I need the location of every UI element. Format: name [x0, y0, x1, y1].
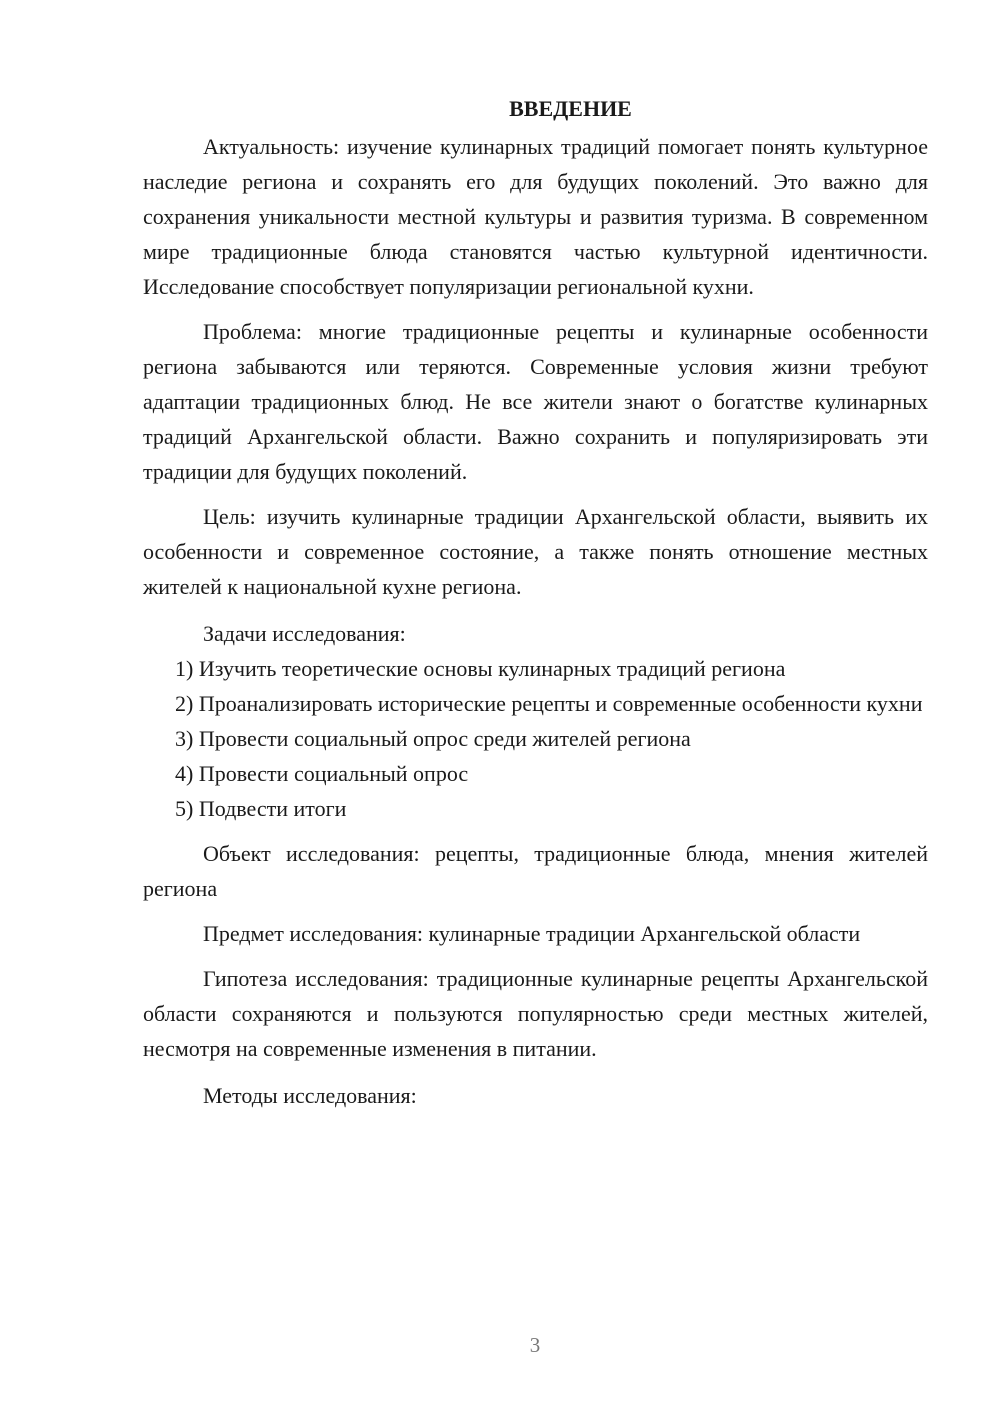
goal-paragraph: Цель: изучить кулинарные традиции Архангельской области, выявить их особенности и современное состояние, а также понять отношение местных жителей к национальной кухне региона. [143, 504, 928, 599]
task-item-3: 3) Провести социальный опрос среди жителей региона [175, 726, 691, 751]
hypothesis-paragraph: Гипотеза исследования: традиционные кулинарные рецепты Архангельской области сохраняются и пользуются популярностью среди местных жителей, несмотря на современные изменения в питании. [143, 966, 928, 1061]
task-item-4: 4) Провести социальный опрос [175, 761, 469, 786]
methods-heading: Методы исследования: [203, 1083, 417, 1108]
subject-paragraph: Предмет исследования: кулинарные традиции Архангельской области [203, 921, 861, 946]
page-title: ВВЕДЕНИЕ [509, 96, 632, 121]
page-content [143, 91, 928, 1113]
tasks-heading: Задачи исследования: [203, 621, 406, 646]
page-number: 3 [529, 1333, 541, 1357]
task-item-2: 2) Проанализировать исторические рецепты и современные особенности кухни [175, 691, 923, 716]
object-paragraph: Объект исследования: рецепты, традиционные блюда, мнения жителей региона [143, 841, 928, 901]
task-item-1: 1) Изучить теоретические основы кулинарных традиций региона [175, 656, 786, 681]
relevance-paragraph: Актуальность: изучение кулинарных традиций помогает понять культурное наследие региона и сохранять его для будущих поколений. Это важно для сохранения уникальности местной культуры и развития туризма. В современном мире традиционные блюда становятся частью культурной идентичности. Исследование способствует популяризации региональной кухни. [143, 134, 928, 299]
problem-paragraph: Проблема: многие традиционные рецепты и кулинарные особенности региона забываются или теряются. Современные условия жизни требуют адаптации традиционных блюд. Не все жители знают о богатстве кулинарных традиций Архангельской области. Важно сохранить и популяризировать эти традиции для будущих поколений. [143, 319, 928, 484]
task-item-5: 5) Подвести итоги [175, 796, 347, 821]
